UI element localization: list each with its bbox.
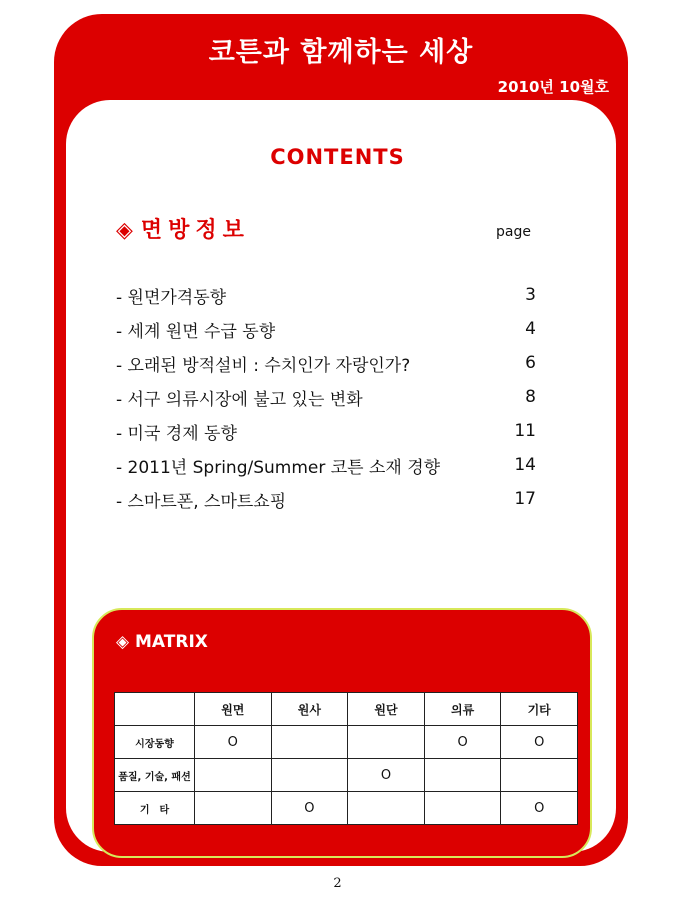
toc-item-page: 11 [514, 421, 536, 441]
toc-item-title: - 2011년 Spring/Summer 코튼 소재 경향 [116, 457, 441, 478]
matrix-cell [195, 759, 272, 792]
matrix-cell [195, 792, 272, 825]
section-heading [116, 213, 250, 244]
newsletter-title: 코튼과 함께하는 세상 [208, 37, 474, 68]
matrix-col-header: 원사 [271, 693, 348, 726]
contents-heading: CONTENTS [270, 145, 405, 169]
matrix-cell [501, 759, 578, 792]
toc-item[interactable] [116, 278, 536, 312]
matrix-table [114, 692, 578, 825]
toc-item[interactable] [116, 346, 536, 380]
matrix-cell [271, 726, 348, 759]
toc-item-page: 14 [514, 455, 536, 475]
matrix-heading-text: MATRIX [135, 632, 208, 652]
matrix-row-label: 시장동향 [115, 726, 195, 759]
toc-item-title: - 스마트폰, 스마트쇼핑 [116, 491, 287, 512]
toc-item[interactable] [116, 414, 536, 448]
matrix-corner-cell [115, 693, 195, 726]
toc-item-page: 17 [514, 489, 536, 509]
toc-item[interactable] [116, 380, 536, 414]
toc-item-title: - 세계 원면 수급 동향 [116, 321, 276, 342]
matrix-row-label: 품질, 기술, 패션 [115, 759, 195, 792]
matrix-col-header: 원단 [348, 693, 425, 726]
matrix-heading [116, 632, 208, 652]
matrix-cell: O [501, 726, 578, 759]
toc-item-title: - 미국 경제 동향 [116, 423, 237, 444]
matrix-cell [271, 759, 348, 792]
matrix-col-header: 의류 [424, 693, 501, 726]
toc-item-page: 4 [525, 319, 536, 339]
matrix-cell: O [348, 759, 425, 792]
toc-item-title: - 원면가격동향 [116, 287, 227, 308]
toc-item[interactable] [116, 448, 536, 482]
matrix-row-label: 기 타 [115, 792, 195, 825]
toc-item[interactable] [116, 312, 536, 346]
matrix-cell: O [501, 792, 578, 825]
table-of-contents [116, 278, 536, 516]
toc-item-title: - 서구 의류시장에 불고 있는 변화 [116, 389, 363, 410]
matrix-col-header: 기타 [501, 693, 578, 726]
matrix-cell: O [271, 792, 348, 825]
page-column-label: page [496, 224, 531, 240]
diamond-icon: ◈ [116, 218, 133, 243]
toc-item-page: 8 [525, 387, 536, 407]
page-number: 2 [333, 876, 342, 891]
table-row [115, 726, 578, 759]
matrix-col-header: 원면 [195, 693, 272, 726]
matrix-cell [424, 792, 501, 825]
matrix-header-row [115, 693, 578, 726]
toc-item-page: 6 [525, 353, 536, 373]
matrix-cell [348, 726, 425, 759]
table-row [115, 759, 578, 792]
matrix-cell: O [195, 726, 272, 759]
toc-item-title: - 오래된 방적설비 : 수치인가 자랑인가? [116, 355, 411, 376]
matrix-cell [348, 792, 425, 825]
matrix-cell [424, 759, 501, 792]
matrix-cell: O [424, 726, 501, 759]
issue-date: 2010년 10월호 [497, 78, 609, 96]
diamond-icon: ◈ [116, 632, 130, 652]
table-row [115, 792, 578, 825]
toc-item-page: 3 [525, 285, 536, 305]
section-heading-text: 면방정보 [140, 218, 250, 243]
toc-item[interactable] [116, 482, 536, 516]
